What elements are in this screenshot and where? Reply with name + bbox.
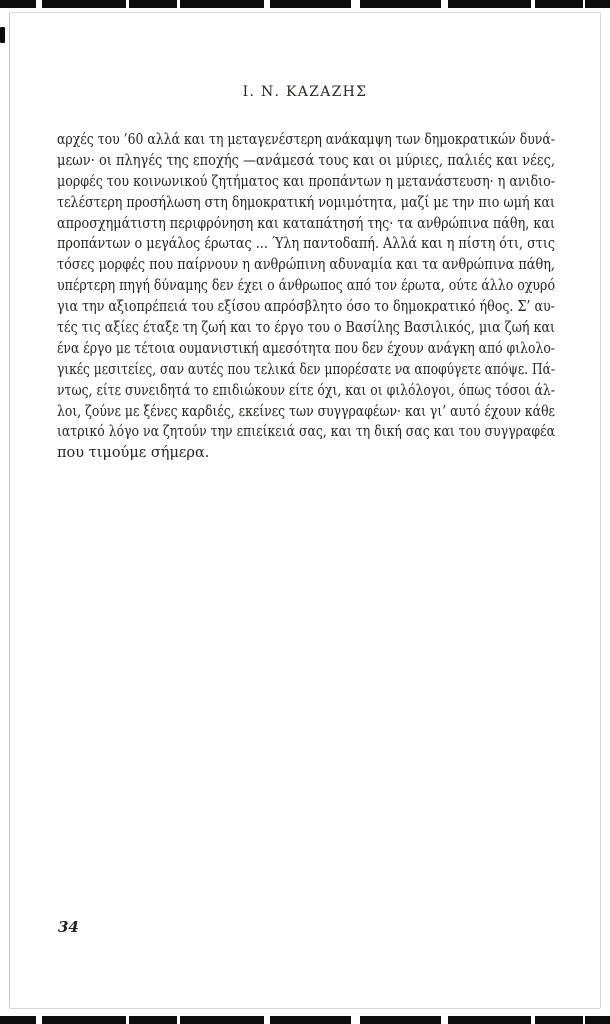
body-line: ιατρικό λόγο να ζητούν την επιείκειά σας, και τη δική σας και του συγγραφέα	[57, 424, 555, 441]
scan-artifact-left-tick	[0, 27, 5, 43]
page-number: 34	[58, 918, 79, 936]
body-line: προπάντων ο μεγάλος έρωτας ... Ύλη παντοδαπή. Αλλά και η πίστη ότι, στις	[57, 236, 555, 253]
scan-artifact-top-edge	[0, 0, 610, 8]
body-line: μεων· οι πληγές της εποχής —ανάμεσά τους και οι μύριες, παλιές και νέες,	[57, 152, 555, 169]
body-line: ένα έργο με τέτοια ουμανιστική αμεσότητα που δεν έχουν ανάγκη από φιλολο-	[57, 340, 555, 357]
body-line: ντως, είτε συνειδητά το επιδιώκουν είτε όχι, και οι φιλόλογοι, όπως τόσοι άλ-	[57, 382, 555, 399]
body-line: τόσες μορφές που παίρνουν η ανθρώπινη αδυναμία και τα ανθρώπινα πάθη,	[57, 257, 555, 274]
body-line: λοι, ζούνε με ξένες καρδιές, εκείνες των συγγραφέων· και γι’ αυτό έχουν κάθε	[57, 403, 555, 420]
scan-artifact-bottom-edge	[0, 1016, 610, 1024]
body-line: υπέρτερη πηγή δύναμης δεν έχει ο άνθρωπος από τον έρωτα, ούτε άλλο οχυρό	[57, 278, 555, 295]
body-text	[57, 130, 555, 464]
body-line: για την αξιοπρέπειά του εξίσου απρόσβλητο όσο το δημοκρατικό ήθος. Σ’ αυ-	[57, 299, 555, 316]
body-line: τές τις αξίες έταξε τη ζωή και το έργο του ο Βασίλης Βασιλικός, μια ζωή και	[57, 320, 555, 337]
body-line: αρχές του ’60 αλλά και τη μεταγενέστερη ανάκαμψη των δημοκρατικών δυνά-	[57, 132, 555, 148]
body-line: μορφές του κοινωνικού ζητήματος και προπάντων η μετανάστευση· η ανιδιο-	[57, 173, 555, 190]
body-line: γικές μεσιτείες, σαν αυτές που τελικά δεν μπορέσατε να αποφύγετε απόψε. Πά-	[57, 361, 555, 378]
running-head-author: Ι. Ν. ΚΑΖΑΖΗΣ	[242, 84, 368, 100]
body-line: τελέστερη προσήλωση στη δημοκρατική νομιμότητα, μαζί με την πιο ωμή και	[57, 194, 555, 211]
body-line: που τιμούμε σήμερα.	[57, 445, 210, 462]
body-line: απροσχημάτιστη περιφρόνηση και καταπάτησή της· τα ανθρώπινα πάθη, και	[57, 215, 555, 232]
